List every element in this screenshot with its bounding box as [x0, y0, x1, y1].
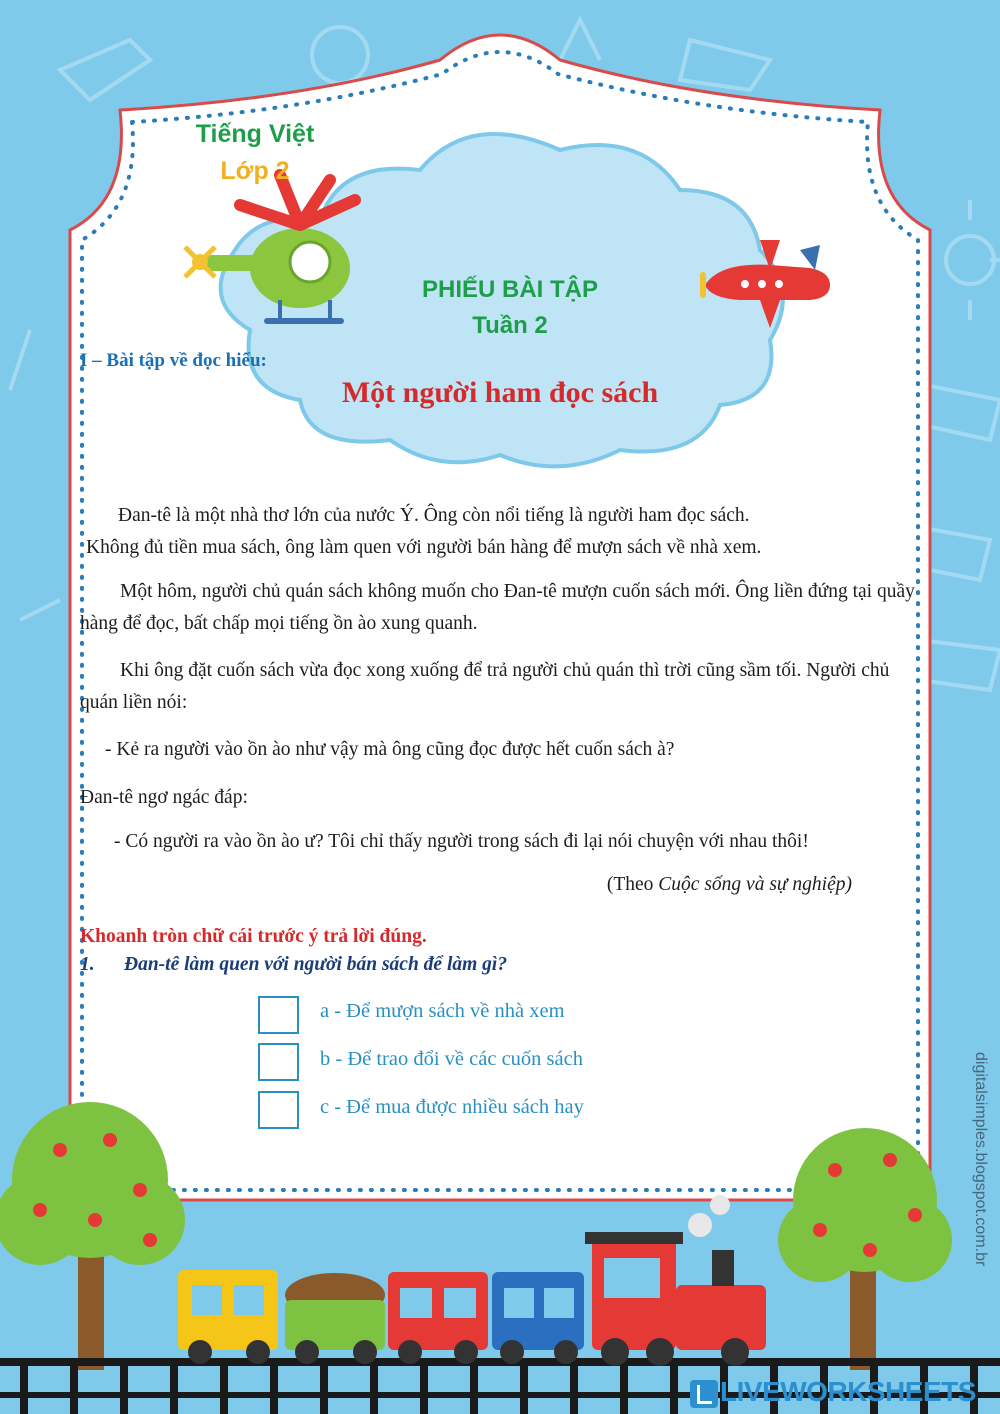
- question-1: [80, 954, 507, 976]
- passage-paragraph-1-line-1: Đan-tê là một nhà thơ lớn của nước Ý. Ông còn nổi tiếng là người ham đọc sách.: [118, 505, 750, 526]
- passage-paragraph-5: Đan-tê ngơ ngác đáp:: [80, 787, 248, 808]
- liveworksheets-icon: [690, 1380, 718, 1408]
- passage-dialogue-1: - Kẻ ra người vào ồn ào như vậy mà ông cũng đọc được hết cuốn sách à?: [105, 739, 675, 760]
- option-c-checkbox[interactable]: [258, 1091, 299, 1129]
- source-title: Cuộc sống và sự nghiệp): [658, 874, 852, 895]
- option-c-label: c - Để mua được nhiều sách hay: [320, 1096, 584, 1118]
- question-text: Đan-tê làm quen với người bán sách để làm gì?: [124, 954, 508, 975]
- passage-paragraph-2: Một hôm, người chủ quán sách không muốn cho Đan-tê mượn cuốn sách mới. Ông liền đứng tại quầy hàng để đọc, bất chấp mọi tiếng ồn ào xung quanh.: [80, 581, 915, 634]
- question-number: 1.: [80, 954, 95, 975]
- source-watermark: digitalsimples.blogspot.com.br: [972, 1052, 989, 1267]
- liveworksheets-text: LIVEWORKSHEETS: [720, 1376, 976, 1407]
- passage-dialogue-2: - Có người ra vào ồn ào ư? Tôi chỉ thấy người trong sách đi lại nói chuyện với nhau thôi!: [114, 831, 809, 852]
- section-heading: I – Bài tập về đọc hiểu:: [80, 350, 267, 371]
- option-b-checkbox[interactable]: [258, 1043, 299, 1081]
- passage-source: [607, 874, 852, 896]
- exercise-instruction: Khoanh tròn chữ cái trước ý trả lời đúng.: [80, 926, 427, 947]
- option-a-label: a - Để mượn sách về nhà xem: [320, 1000, 565, 1022]
- passage-paragraph-1-line-2: Không đủ tiền mua sách, ông làm quen với người bán hàng để mượn sách về nhà xem.: [86, 537, 762, 558]
- option-a-checkbox[interactable]: [258, 996, 299, 1034]
- liveworksheets-logo: [690, 1376, 976, 1408]
- worksheet-title: PHIẾU BÀI TẬP: [421, 276, 598, 303]
- passage-paragraph-3: Khi ông đặt cuốn sách vừa đọc xong xuống để trả người chủ quán thì trời cũng sầm tối. Người chủ quán liền nói:: [80, 660, 890, 713]
- subject-label: Tiếng Việt: [195, 120, 315, 148]
- grade-label: Lớp 2: [220, 157, 290, 185]
- source-prefix: (Theo: [606, 874, 659, 895]
- option-b-label: b - Để trao đổi về các cuốn sách: [320, 1048, 583, 1070]
- story-title: Một người ham đọc sách: [341, 376, 659, 409]
- week-label: Tuần 2: [472, 312, 548, 339]
